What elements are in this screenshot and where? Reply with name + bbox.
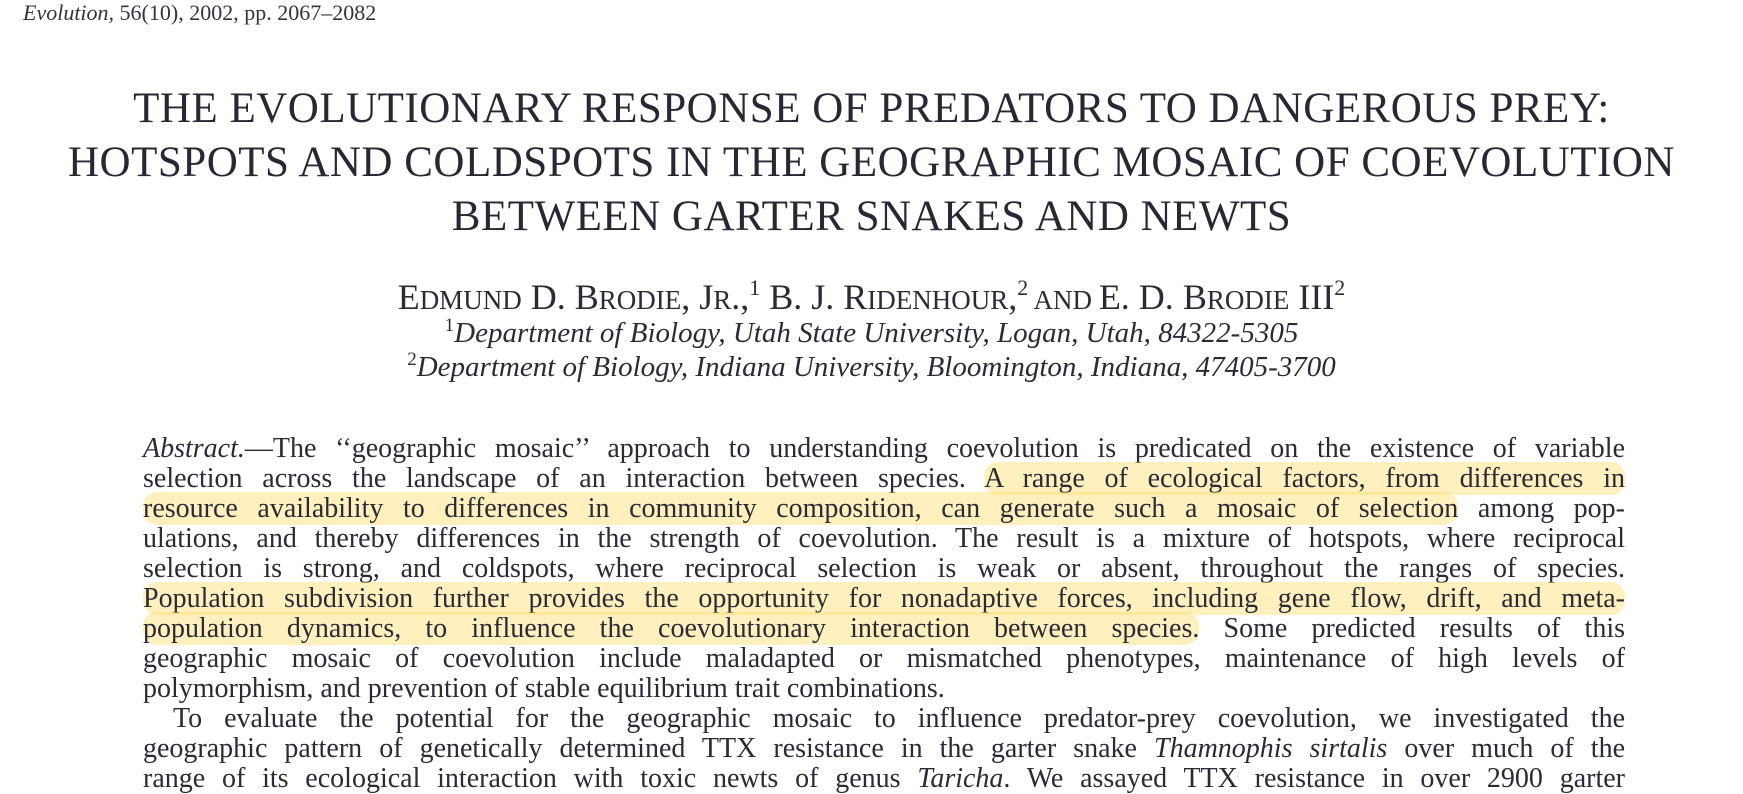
abstract-line: To evaluate the potential for the geographic mosaic to influence predator-prey coevolution, we investigated the — [173, 703, 1625, 734]
affiliation-marker: 2 — [1017, 275, 1029, 300]
title-line: THE EVOLUTIONARY RESPONSE OF PREDATORS TO DANGEROUS PREY: — [133, 85, 1610, 132]
abstract-line: resource availability to differences in community composition, can generate such a mosaic of selection among pop- — [143, 493, 1626, 524]
affiliation-marker: 2 — [407, 349, 417, 370]
affiliation-2 — [0, 351, 1743, 384]
abstract-line: polymorphism, and prevention of stable equilibrium trait combinations. — [143, 673, 945, 704]
highlight: A range of ecological factors, from differences in — [984, 463, 1626, 494]
abstract-line: population dynamics, to influence the coevolutionary interaction between species. Some predicted results of this — [143, 613, 1626, 644]
species-name: Thamnophis sirtalis — [1154, 733, 1388, 764]
author-brodie-jr: EDMUND D. BRODIE, JR.,$^1$ — [397, 275, 761, 317]
citation-line — [23, 0, 376, 26]
abstract-line: ulations, and thereby differences in the strength of coevolution. The result is a mixture of hotspots, where reciprocal — [143, 523, 1625, 554]
affiliation-marker: 1 — [444, 315, 455, 336]
abstract-line: range of its ecological interaction with toxic newts of genus Taricha. We assayed TTX resistance in over 2900 garter — [143, 763, 1625, 794]
affiliation-1 — [0, 317, 1743, 350]
title-line: HOTSPOTS AND COLDSPOTS IN THE GEOGRAPHIC MOSAIC OF COEVOLUTION — [68, 139, 1675, 186]
abstract-line — [143, 584, 1625, 614]
genus-name: Taricha — [917, 763, 1004, 794]
affiliation-text: Department of Biology, Utah State University, Logan, Utah, 84322-5305 — [454, 317, 1299, 349]
paper-title — [0, 82, 1743, 244]
citation-details: 56(10), 2002, pp. 2067–2082 — [114, 0, 377, 25]
author-and: AND — [1028, 285, 1099, 315]
journal-name: Evolution, — [23, 0, 115, 25]
affiliation-text: Department of Biology, Indiana University, Bloomington, Indiana, 47405-3700 — [416, 351, 1336, 383]
abstract — [143, 434, 1625, 794]
highlight: Population subdivision further provides the opportunity for nonadaptive forces, including gene flow, drift, and meta- — [143, 583, 1625, 614]
abstract-line: selection is strong, and coldspots, where reciprocal selection is weak or absent, throughout the ranges of species. — [143, 553, 1625, 584]
author-list — [0, 276, 1743, 318]
affiliation-marker: 1 — [749, 275, 761, 300]
author-brodie-iii: E. D. BRODIE III$^2$ — [1098, 275, 1346, 317]
title-line: BETWEEN GARTER SNAKES AND NEWTS — [451, 193, 1292, 240]
highlight: population dynamics, to influence the coevolutionary interaction between species. — [143, 613, 1200, 644]
affiliation-marker: 2 — [1334, 275, 1346, 300]
abstract-line: geographic pattern of genetically determined TTX resistance in the garter snake Thamnophis sirtalis over much of the — [143, 733, 1625, 764]
abstract-label: Abstract. — [143, 433, 245, 464]
abstract-line: geographic mosaic of coevolution include maladapted or mismatched phenotypes, maintenance of high levels of — [143, 643, 1625, 674]
abstract-line: Abstract.—The ‘‘geographic mosaic’’ approach to understanding coevolution is predicated on the existence of variable — [143, 433, 1625, 464]
highlight: resource availability to differences in community composition, can generate such a mosaic of selection — [143, 493, 1459, 524]
author-ridenhour: B. J. RIDENHOUR,$^2$ — [760, 275, 1029, 317]
abstract-line: selection across the landscape of an interaction between species. A range of ecological factors, from differences in — [143, 463, 1626, 494]
